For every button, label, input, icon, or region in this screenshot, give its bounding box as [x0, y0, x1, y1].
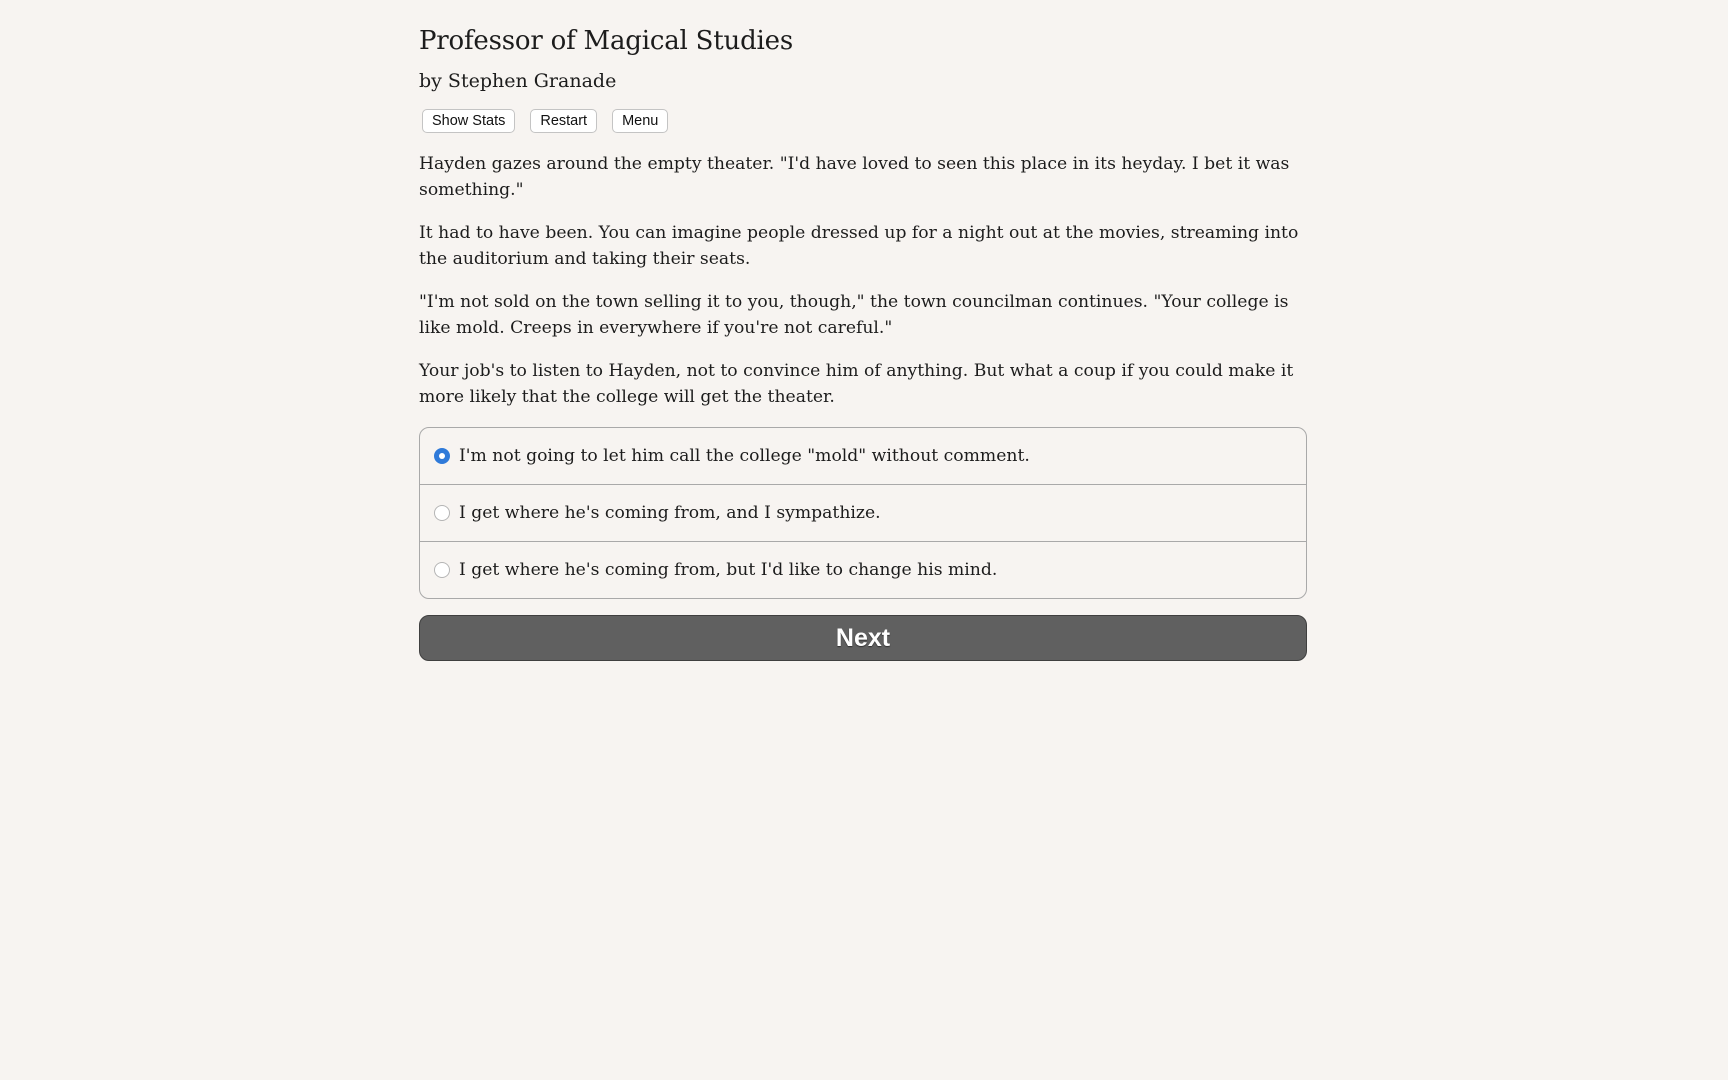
choice-list	[419, 427, 1307, 599]
radio-unselected-icon[interactable]	[434, 562, 450, 578]
toolbar	[422, 109, 1307, 133]
game-title: Professor of Magical Studies	[419, 26, 793, 56]
choice-option-3[interactable]	[420, 541, 1306, 598]
choice-option-2[interactable]	[420, 484, 1306, 541]
game-container	[419, 22, 1307, 661]
choice-label: I get where he's coming from, but I'd like to change his mind.	[459, 560, 998, 580]
story-paragraph: "I'm not sold on the town selling it to you, though," the town councilman continues. "Your college is like mold. Creeps in everywhere if you're not careful."	[419, 292, 1289, 338]
choice-label: I'm not going to let him call the college "mold" without comment.	[459, 446, 1030, 466]
choice-option-1[interactable]	[420, 428, 1306, 484]
show-stats-button[interactable]: Show Stats	[422, 109, 515, 133]
game-author: by Stephen Granade	[419, 70, 617, 92]
story-text	[419, 151, 1307, 410]
radio-selected-icon[interactable]	[434, 448, 450, 464]
choice-label: I get where he's coming from, and I sympathize.	[459, 503, 881, 523]
restart-button[interactable]: Restart	[530, 109, 597, 133]
menu-button[interactable]: Menu	[612, 109, 668, 133]
story-paragraph: Hayden gazes around the empty theater. "I'd have loved to seen this place in its heyday. I bet it was something."	[419, 154, 1290, 200]
next-button[interactable]: Next	[419, 615, 1307, 661]
story-paragraph: It had to have been. You can imagine people dressed up for a night out at the movies, streaming into the auditorium and taking their seats.	[419, 223, 1299, 269]
radio-unselected-icon[interactable]	[434, 505, 450, 521]
story-paragraph: Your job's to listen to Hayden, not to convince him of anything. But what a coup if you could make it more likely that the college will get the theater.	[419, 361, 1294, 407]
